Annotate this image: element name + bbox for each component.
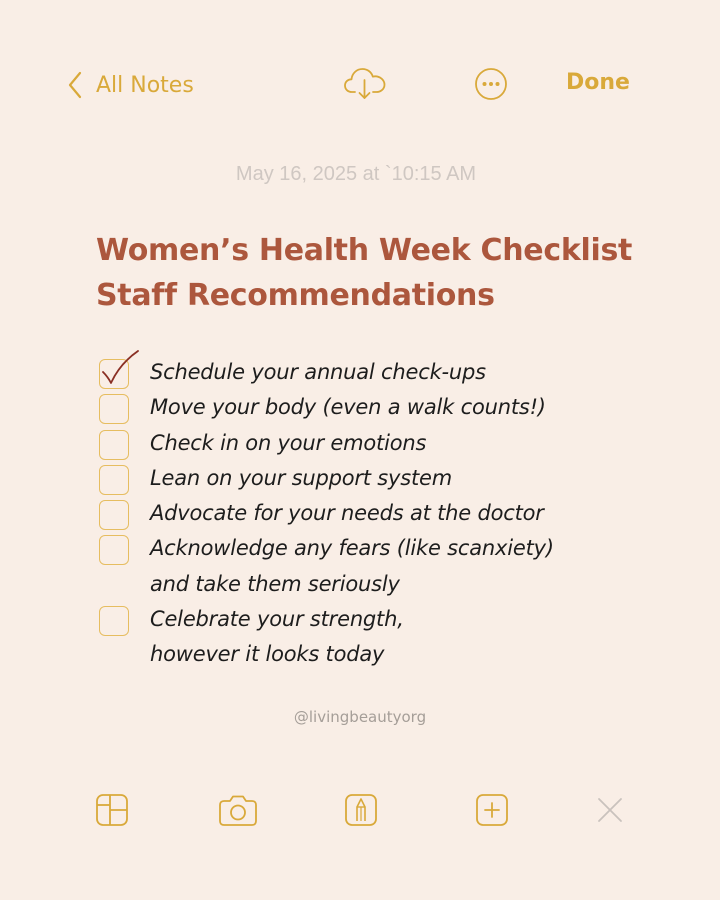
- back-label: All Notes: [96, 72, 194, 98]
- checklist-item: [98, 531, 698, 602]
- checklist-item-line: Move your body (even a walk counts!): [150, 395, 546, 420]
- social-handle: @livingbeautyorg: [293, 708, 427, 726]
- note-title: [96, 228, 696, 318]
- done-button[interactable]: Done: [566, 70, 630, 95]
- checklist-item-line: Advocate for your needs at the doctor: [150, 501, 544, 526]
- cloud-download-icon: [343, 62, 387, 102]
- note-timestamp: May 16, 2025 at `10:15 AM: [235, 163, 477, 185]
- markup-button[interactable]: [341, 790, 381, 830]
- checkbox[interactable]: [99, 535, 129, 565]
- checklist-item-line: Acknowledge any fears (like scanxiety): [150, 536, 554, 561]
- bottom-toolbar: [0, 780, 720, 840]
- checklist-item-text: [150, 531, 698, 602]
- checkmark-icon: [98, 348, 144, 392]
- checklist-item-text: [150, 426, 698, 461]
- close-icon: [596, 796, 624, 824]
- add-button[interactable]: [472, 790, 512, 830]
- chevron-left-icon: [66, 70, 84, 100]
- add-icon: [475, 793, 509, 827]
- checkbox[interactable]: [99, 465, 129, 495]
- checkbox[interactable]: [99, 394, 129, 424]
- checklist: [98, 355, 698, 673]
- title-line-2: Staff Recommendations: [96, 278, 495, 313]
- checkbox[interactable]: [99, 606, 129, 636]
- checkbox[interactable]: [99, 500, 129, 530]
- checklist-item: [98, 426, 698, 461]
- checklist-item-text: [150, 496, 698, 531]
- checklist-item-line: Lean on your support system: [150, 465, 453, 490]
- checklist-item-text: [150, 461, 698, 496]
- checklist-item: [98, 355, 698, 390]
- table-icon: [95, 793, 129, 827]
- camera-icon: [218, 793, 258, 827]
- more-options-button[interactable]: [474, 67, 508, 101]
- checkbox-checked[interactable]: [99, 359, 129, 389]
- checkbox[interactable]: [99, 430, 129, 460]
- checklist-item-text: [150, 602, 698, 673]
- close-button[interactable]: [590, 790, 630, 830]
- checklist-item: [98, 496, 698, 531]
- back-button[interactable]: [66, 68, 194, 102]
- markup-pen-icon: [344, 793, 378, 827]
- checklist-item-line: Schedule your annual check-ups: [150, 360, 486, 384]
- title-line-1: Women’s Health Week Checklist: [96, 233, 633, 268]
- checklist-item-text: [150, 355, 698, 390]
- checklist-item-line: and take them seriously: [150, 571, 400, 596]
- more-icon: [474, 67, 508, 101]
- checklist-item: [98, 602, 698, 673]
- checklist-item-text: [150, 390, 698, 425]
- checklist-item-line: Check in on your emotions: [150, 430, 427, 455]
- checklist-item-line: Celebrate your strength,: [150, 607, 404, 632]
- camera-button[interactable]: [216, 790, 260, 830]
- top-navigation-bar: [0, 0, 720, 170]
- checklist-item-line: however it looks today: [150, 642, 385, 667]
- table-button[interactable]: [92, 790, 132, 830]
- checklist-item: [98, 461, 698, 496]
- checklist-item: [98, 390, 698, 425]
- cloud-download-button[interactable]: [343, 62, 387, 102]
